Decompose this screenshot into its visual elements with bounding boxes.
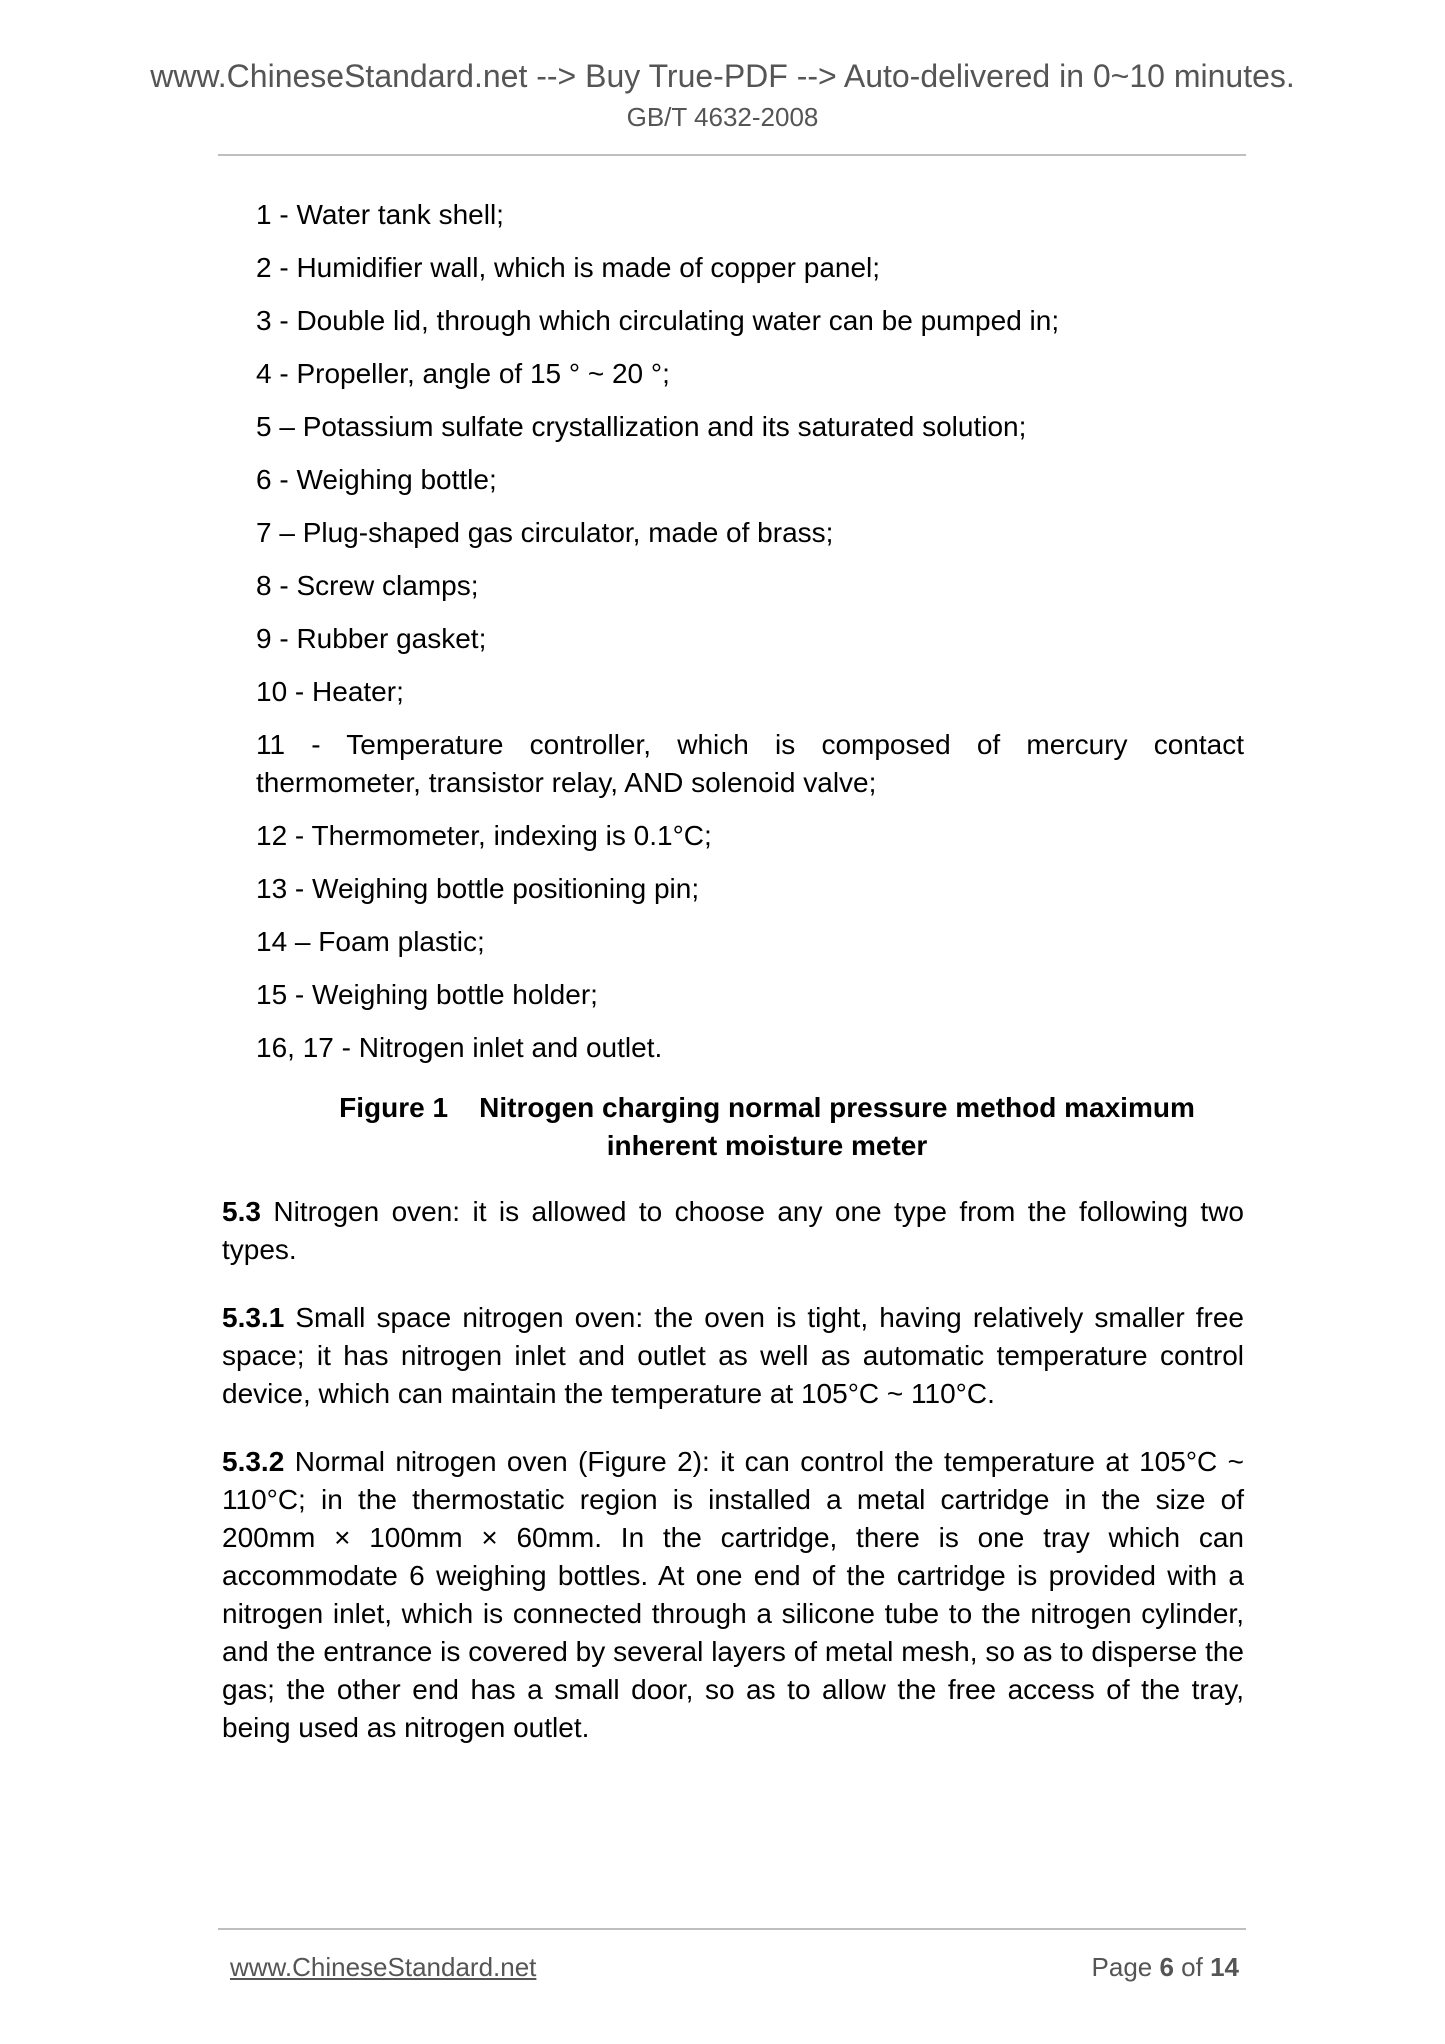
footer-divider (218, 1928, 1246, 1930)
header-banner: www.ChineseStandard.net --> Buy True-PDF --> Auto-delivered in 0~10 minutes. (150, 58, 1295, 94)
legend-item: 16, 17 - Nitrogen inlet and outlet. (256, 1032, 663, 1063)
page-number (1092, 1950, 1239, 1984)
legend-item: 11 - Temperature controller, which is composed of mercury contact thermometer, transistor relay, AND solenoid valve; (256, 729, 1244, 798)
legend-item: 8 - Screw clamps; (256, 570, 479, 601)
legend-item: 9 - Rubber gasket; (256, 623, 487, 654)
legend-item: 1 - Water tank shell; (256, 199, 504, 230)
figure-legend (256, 196, 1244, 1067)
header-divider (218, 154, 1246, 156)
legend-item: 5 – Potassium sulfate crystallization and its saturated solution; (256, 411, 1027, 442)
section-text: Nitrogen oven: it is allowed to choose any one type from the following two types. (222, 1196, 1244, 1265)
figure-caption-line2: inherent moisture meter (606, 1130, 928, 1161)
page-prefix: Page (1091, 1952, 1160, 1982)
page-total: 14 (1210, 1952, 1239, 1982)
section-number: 5.3 (222, 1196, 261, 1227)
legend-item: 13 - Weighing bottle positioning pin; (256, 873, 700, 904)
section-5-3 (222, 1193, 1244, 1269)
legend-item: 4 - Propeller, angle of 15 ° ~ 20 °; (256, 358, 670, 389)
section-text: Normal nitrogen oven (Figure 2): it can control the temperature at 105°C ~ 110°C; in the thermostatic region is installed a metal cartridge in the size of 200mm × 100mm × 60mm. In the cartridge, there is one tray which can accommodate 6 weighing bottles. At one end of the cartridge is provided with a nitrogen inlet, which is connected through a silicone tube to the nitrogen cylinder, and the entrance is covered by several layers of metal mesh, so as to disperse the gas; the other end has a small door, so as to allow the free access of the tray, being used as nitrogen outlet. (222, 1446, 1244, 1743)
legend-item: 2 - Humidifier wall, which is made of copper panel; (256, 252, 881, 283)
section-number: 5.3.2 (222, 1446, 285, 1477)
section-text: Small space nitrogen oven: the oven is tight, having relatively smaller free space; it has nitrogen inlet and outlet as well as automatic temperature control device, which can maintain the temperature at 105°C ~ 110°C. (222, 1302, 1244, 1409)
section-number: 5.3.1 (222, 1302, 285, 1333)
page-mid: of (1173, 1952, 1211, 1982)
page-content (222, 196, 1244, 1777)
page-current: 6 (1159, 1952, 1174, 1982)
legend-item: 3 - Double lid, through which circulating water can be pumped in; (256, 305, 1060, 336)
figure-caption (256, 1089, 1278, 1165)
page-header (0, 56, 1445, 134)
legend-item: 7 – Plug-shaped gas circulator, made of brass; (256, 517, 834, 548)
legend-item: 14 – Foam plastic; (256, 926, 485, 957)
section-5-3-2 (222, 1443, 1244, 1747)
section-5-3-1 (222, 1299, 1244, 1413)
legend-item: 15 - Weighing bottle holder; (256, 979, 598, 1010)
footer-website-link[interactable]: www.ChineseStandard.net (230, 1952, 537, 1982)
legend-item: 12 - Thermometer, indexing is 0.1°C; (256, 820, 712, 851)
figure-caption-line1: Figure 1 Nitrogen charging normal pressure method maximum (339, 1092, 1195, 1123)
legend-item: 10 - Heater; (256, 676, 404, 707)
document-code: GB/T 4632-2008 (626, 102, 819, 132)
legend-item: 6 - Weighing bottle; (256, 464, 497, 495)
